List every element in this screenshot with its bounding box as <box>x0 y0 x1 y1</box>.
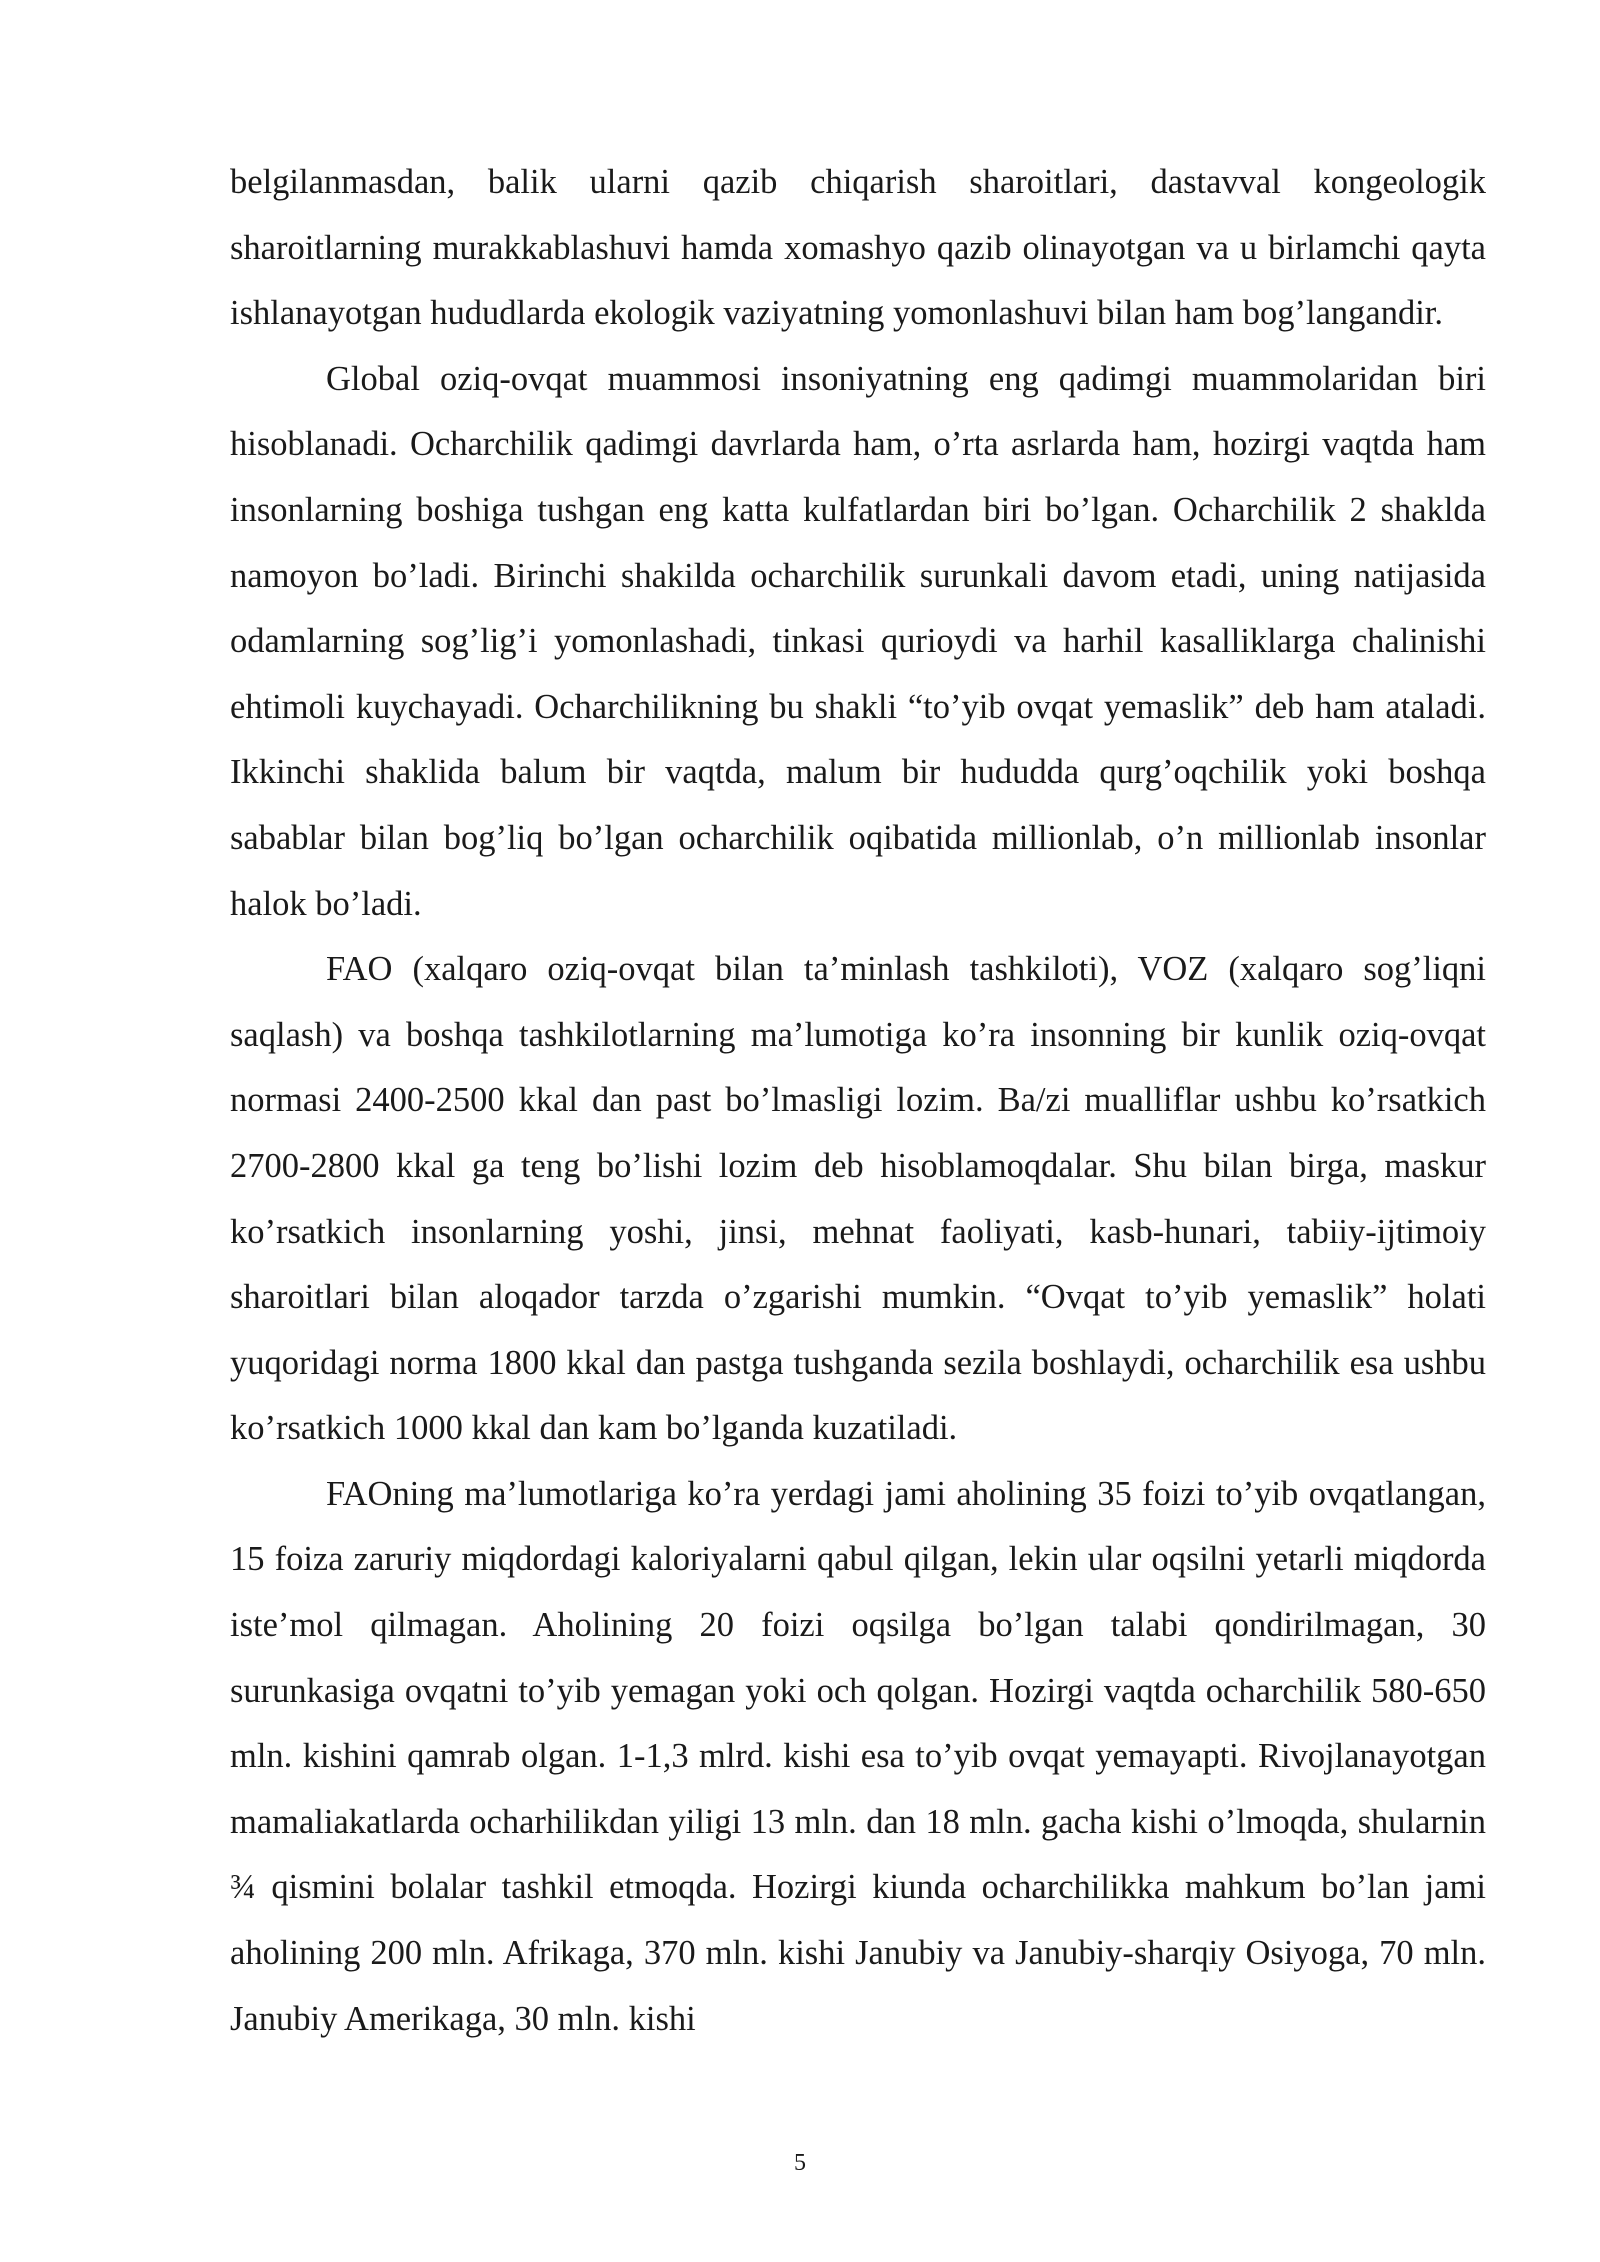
paragraph-2: Global oziq-ovqat muammosi insoniyatning eng qadimgi muammolaridan biri hisoblanadi. Ocharchilik qadimgi davrlarda ham, o’rta asrlarda ham, hozirgi vaqtda ham insonlarning boshiga tushgan eng katta kulfatlardan biri bo’lgan. Ocharchilik 2 shaklda namoyon bo’ladi. Birinchi shakilda ocharchilik surunkali davom etadi, uning natijasida odamlarning sog’lig’i yomonlashadi, tinkasi qurioydi va harhil kasalliklarga chalinishi ehtimoli kuychayadi. Ocharchilikning bu shakli “to’yib ovqat yemaslik” deb ham ataladi. Ikkinchi shaklida balum bir vaqtda, malum bir hududda qurg’oqchilik yoki boshqa sabablar bilan bog’liq bo’lgan ocharchilik oqibatida millionlab, o’n millionlab insonlar halok bo’ladi. <box>230 359 1486 923</box>
body-text <box>230 150 1486 2052</box>
paragraph-4: FAOning ma’lumotlariga ko’ra yerdagi jami aholining 35 foizi to’yib ovqatlangan, 15 foiza zaruriy miqdordagi kaloriyalarni qabul qilgan, lekin ular oqsilni yetarli miqdorda iste’mol qilmagan. Aholining 20 foizi oqsilga bo’lgan talabi qondirilmagan, 30 surunkasiga ovqatni to’yib yemagan yoki och qolgan. Hozirgi vaqtda ocharchilik 580-650 mln. kishini qamrab olgan. 1-1,3 mlrd. kishi esa to’yib ovqat yemayapti. Rivojlanayotgan mamaliakatlarda ocharhilikdan yiligi 13 mln. dan 18 mln. gacha kishi o’lmoqda, shularnin ¾ qismini bolalar tashkil etmoqda. Hozirgi kiunda ocharchilikka mahkum bo’lan jami aholining 200 mln. Afrikaga, 370 mln. kishi Janubiy va Janubiy-sharqiy Osiyoga, 70 mln. Janubiy Amerikaga, 30 mln. kishi <box>230 1474 1486 2038</box>
page-number: 5 <box>794 2150 806 2176</box>
paragraph-3: FAO (xalqaro oziq-ovqat bilan ta’minlash tashkiloti), VOZ (xalqaro sog’liqni saqlash) va boshqa tashkilotlarning ma’lumotiga ko’ra insonning bir kunlik oziq-ovqat normasi 2400-2500 kkal dan past bo’lmasligi lozim. Ba/zi mualliflar ushbu ko’rsatkich 2700-2800 kkal ga teng bo’lishi lozim deb hisoblamoqdalar. Shu bilan birga, maskur ko’rsatkich insonlarning yoshi, jinsi, mehnat faoliyati, kasb-hunari, tabiiy-ijtimoiy sharoitlari bilan aloqador tarzda o’zgarishi mumkin. “Ovqat to’yib yemaslik” holati yuqoridagi norma 1800 kkal dan pastga tushganda sezila boshlaydi, ocharchilik esa ushbu ko’rsatkich 1000 kkal dan kam bo’lganda kuzatiladi. <box>230 950 1486 1448</box>
paragraph-1: belgilanmasdan, balik ularni qazib chiqarish sharoitlari, dastavval kongeologik sharoitlarning murakkablashuvi hamda xomashyo qazib olinayotgan va u birlamchi qayta ishlanayotgan hududlarda ekologik vaziyatning yomonlashuvi bilan ham bog’langandir. <box>230 163 1486 333</box>
